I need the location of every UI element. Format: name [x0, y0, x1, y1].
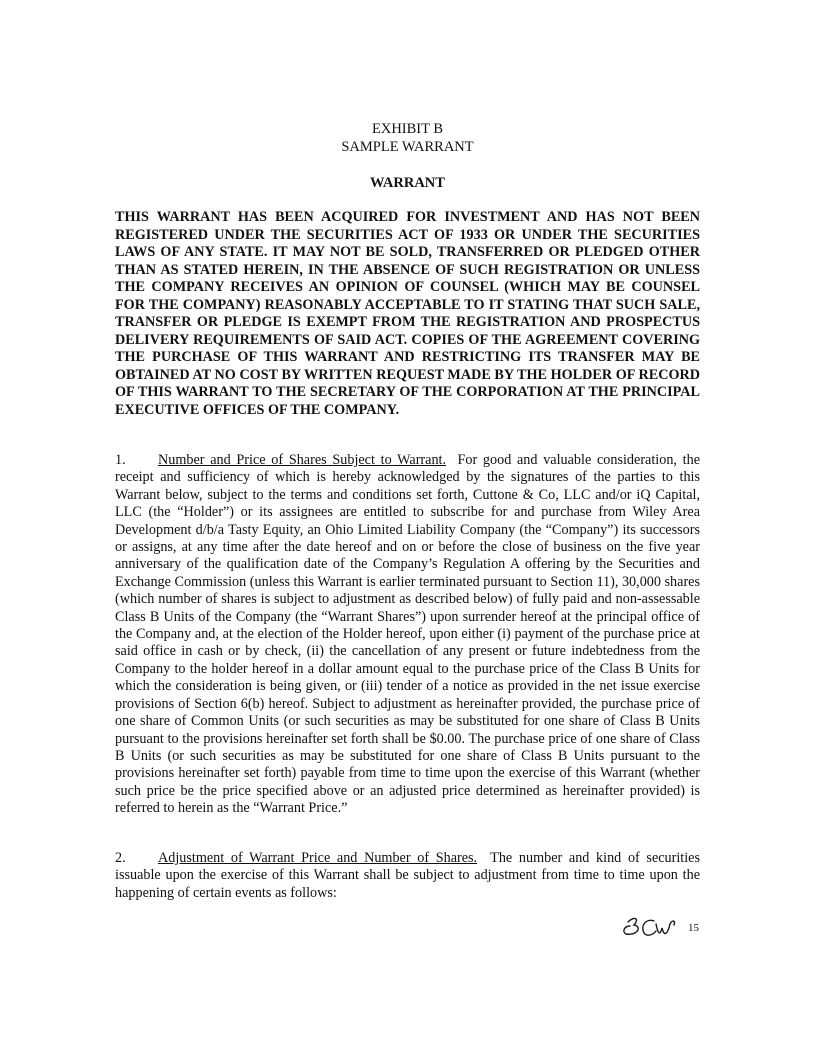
page-number: 15	[688, 922, 699, 934]
section-2-heading: Adjustment of Warrant Price and Number of Shares.	[158, 850, 478, 866]
section-1-heading: Number and Price of Shares Subject to Warrant.	[158, 452, 447, 468]
document-subtitle: SAMPLE WARRANT	[341, 139, 474, 155]
section-1-body: For good and valuable consideration, the receipt and sufficiency of which is hereby acknowledged by the signatures of the parties to this Warrant below, subject to the terms and conditions set forth, Cuttone & Co, LLC and/or iQ Capital, LLC (the “Holder”) or its assignees are entitled to subscribe for and purchase from Wiley Area Development d/b/a Tasty Equity, an Ohio Limited Liability Company (the “Company”) its successors or assigns, at any time after the date hereof and on or before the close of business on the five year anniversary of the qualification date of the Company’s Regulation A offering by the Securities and Exchange Commission (unless this Warrant is earlier terminated pursuant to Section 11), 30,000 shares (which number of shares is subject to adjustment as described below) of fully paid and non-assessable Class B Units of the Company (the “Warrant Shares”) upon surrender hereof at the principal office of the Company and, at the election of the Holder hereof, upon either (i) payment of the purchase price at said office in cash or by check, (ii) the cancellation of any present or future indebtedness from the Company to the holder hereof in a dollar amount equal to the purchase price of the Class B Units for which the consideration is being given, or (iii) tender of a notice as provided in the net issue exercise provisions of Section 6(b) hereof. Subject to adjustment as hereinafter provided, the purchase price of one share of Common Units (or such securities as may be substituted for one share of Class B Units pursuant to the provisions hereinafter set forth shall be $0.00. The purchase price of one share of Class B Units (or such securities as may be substituted for one share of Class B Units pursuant to the provisions hereinafter set forth) payable from time to time upon the exercise of this Warrant (whether such price be the price specified above or an adjusted price determined as hereinafter provided) is referred to herein as the “Warrant Price.”	[115, 452, 701, 817]
section-2	[115, 850, 700, 902]
initials-signature	[618, 912, 678, 944]
section-1	[115, 452, 700, 818]
exhibit-label: EXHIBIT B	[371, 121, 444, 137]
initials-letter-b	[624, 918, 638, 934]
section-1-number: 1.	[115, 452, 126, 468]
initials-letter-w	[656, 921, 675, 933]
section-2-number: 2.	[115, 850, 126, 866]
section-2-body: The number and kind of securities issuable upon the exercise of this Warrant shall be subject to adjustment from time to time upon the happening of certain events as follows:	[115, 850, 701, 901]
document-title: WARRANT	[370, 175, 445, 191]
restrictive-legend: THIS WARRANT HAS BEEN ACQUIRED FOR INVESTMENT AND HAS NOT BEEN REGISTERED UNDER THE SECURITIES ACT OF 1933 OR UNDER THE SECURITIES LAWS OF ANY STATE. IT MAY NOT BE SOLD, TRANSFERRED OR PLEDGED OTHER THAN AS STATED HEREIN, IN THE ABSENCE OF SUCH REGISTRATION OR UNLESS THE COMPANY RECEIVES AN OPINION OF COUNSEL (WHICH MAY BE COUNSEL FOR THE COMPANY) REASONABLY ACCEPTABLE TO IT STATING THAT SUCH SALE, TRANSFER OR PLEDGE IS EXEMPT FROM THE REGISTRATION AND PROSPECTUS DELIVERY REQUIREMENTS OF SAID ACT. COPIES OF THE AGREEMENT COVERING THE PURCHASE OF THIS WARRANT AND RESTRICTING ITS TRANSFER MAY BE OBTAINED AT NO COST BY WRITTEN REQUEST MADE BY THE HOLDER OF RECORD OF THIS WARRANT TO THE SECRETARY OF THE CORPORATION AT THE PRINCIPAL EXECUTIVE OFFICES OF THE COMPANY.	[115, 209, 700, 418]
initials-letter-c	[643, 920, 656, 935]
